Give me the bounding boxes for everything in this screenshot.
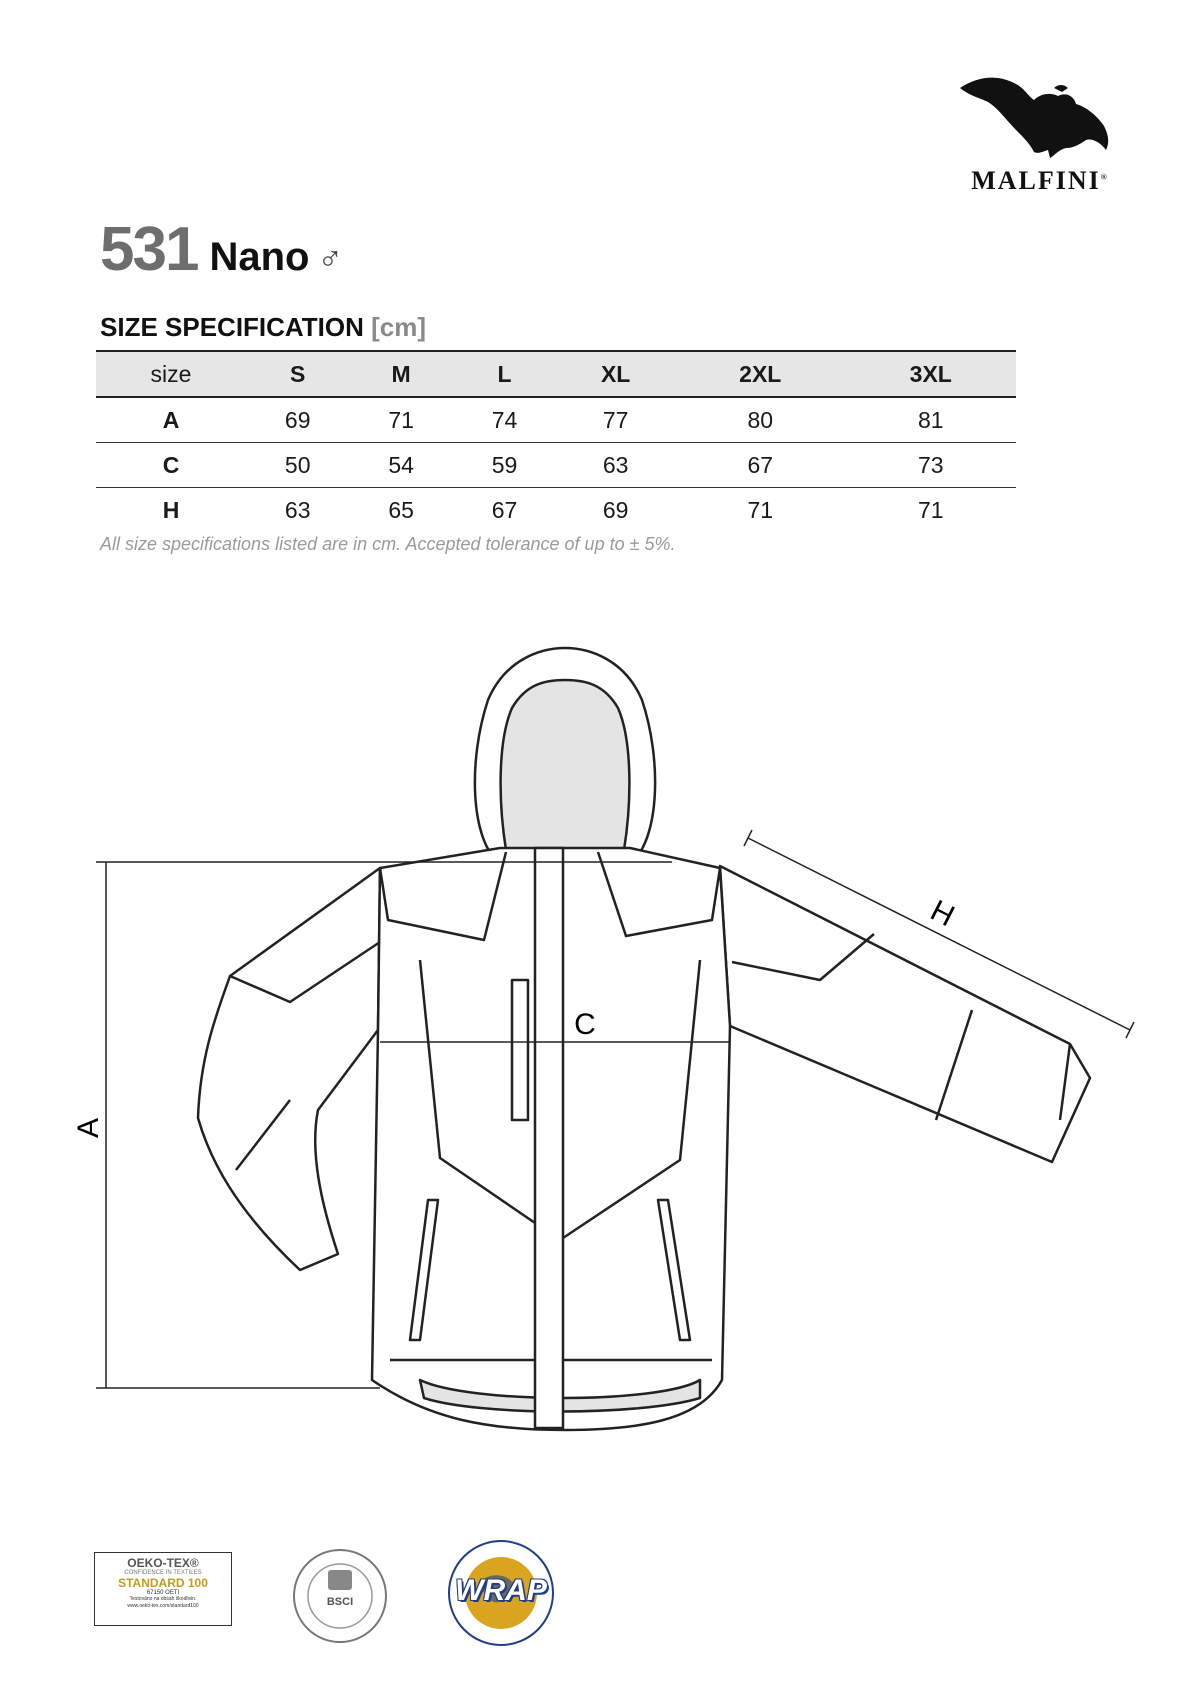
table-cell: 80 [747, 406, 774, 433]
row-label: H [162, 496, 180, 523]
oeko-number: 67150 OETI [146, 1590, 180, 1596]
brand-name: MALFINI [971, 166, 1101, 195]
tolerance-note: All size specifications listed are in cm. Accepted tolerance of up to ± 5%. [100, 534, 676, 554]
table-row [96, 488, 1016, 533]
dimension-c-label: C [574, 1008, 596, 1041]
jacket-outline [198, 648, 1090, 1430]
hood-opening [501, 680, 630, 850]
product-title [100, 214, 343, 284]
jacket-drawing [0, 640, 1200, 1460]
center-zipper [535, 848, 563, 1428]
table-cell: 50 [284, 451, 311, 478]
dimension-h-label: H [925, 893, 960, 934]
row-label: C [162, 451, 180, 478]
size-header: 2XL [739, 360, 782, 387]
table-header-row [96, 351, 1016, 397]
size-header: XL [600, 360, 631, 387]
size-header: M [391, 360, 411, 387]
table-cell: 63 [602, 451, 629, 478]
oeko-line2: www.oeko-tex.com/standard100 [127, 1603, 199, 1609]
table-cell: 67 [747, 451, 774, 478]
oeko-standard: STANDARD 100 [118, 1576, 208, 1590]
dimension-h-end [1126, 1022, 1134, 1038]
table-cell: 81 [917, 406, 944, 433]
table-cell: 65 [388, 496, 414, 523]
size-spec-title: SIZE SPECIFICATION [100, 312, 364, 342]
left-sleeve [198, 868, 380, 1270]
size-column-header: size [150, 360, 192, 387]
size-header: L [497, 360, 512, 387]
size-header: 3XL [909, 360, 952, 387]
wrap-badge [446, 1538, 556, 1648]
bsci-badge [292, 1548, 388, 1644]
table-cell: 69 [602, 496, 629, 523]
table-row [96, 397, 1016, 443]
table-cell: 67 [491, 496, 518, 523]
bsci-label: BSCI [326, 1596, 354, 1608]
oeko-title: OEKO-TEX® [127, 1556, 199, 1570]
size-header: S [290, 360, 306, 387]
table-cell: 59 [491, 451, 518, 478]
dimension-h-start [744, 830, 752, 846]
oeko-line1: Testováno na obsah škodlivin. [129, 1596, 197, 1602]
row-label: A [162, 406, 180, 433]
male-icon: ♂ [317, 240, 343, 278]
table-cell: 73 [917, 451, 944, 478]
size-spec-heading [100, 312, 426, 343]
oeko-subtitle: CONFIDENCE IN TEXTILES [124, 1570, 202, 1576]
table-cell: 74 [491, 406, 518, 433]
table-cell: 71 [917, 496, 944, 523]
table-cell: 69 [284, 406, 311, 433]
registered-mark: ® [1100, 172, 1109, 182]
table-cell: 71 [747, 496, 774, 523]
chest-pocket [512, 980, 528, 1120]
eagle-icon [958, 70, 1118, 160]
oeko-tex-badge [94, 1552, 232, 1626]
brand-logo [940, 70, 1140, 210]
size-table [96, 350, 1016, 532]
product-name: Nano [209, 235, 310, 279]
product-code: 531 [100, 215, 198, 284]
table-cell: 54 [388, 451, 414, 478]
table-cell: 63 [284, 496, 311, 523]
table-cell: 71 [388, 406, 414, 433]
table-cell: 77 [602, 406, 629, 433]
table-row [96, 443, 1016, 488]
wrap-label: WRAP [455, 1574, 547, 1607]
size-spec-unit: [cm] [371, 312, 427, 342]
right-sleeve [720, 866, 1090, 1162]
dimension-a-label: A [72, 1117, 105, 1139]
